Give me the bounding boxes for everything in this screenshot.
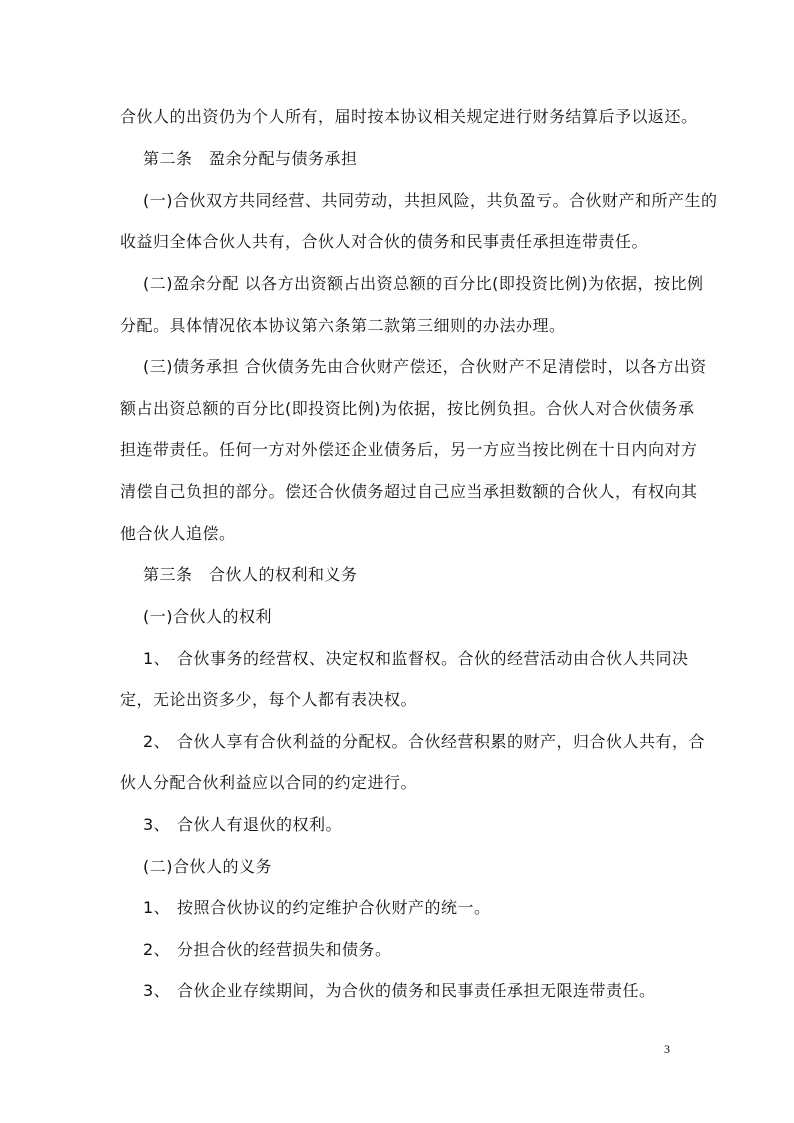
list-number: 3、 (143, 981, 171, 1000)
paragraph-line: (二)盈余分配 以各方出资额占出资总额的百分比(即投资比例)为依据，按比例 (143, 274, 704, 293)
list-number: 1、 (143, 898, 171, 917)
paragraph-line: 收益归全体合伙人共有，合伙人对合伙的债务和民事责任承担连带责任。 (120, 232, 649, 251)
list-item-text: 合伙人享有合伙利益的分配权。合伙经营积累的财产，归合伙人共有，合 (177, 732, 706, 751)
list-number: 2、 (143, 732, 171, 751)
list-item (143, 649, 689, 669)
list-item-text: 分担合伙的经营损失和债务。 (177, 940, 392, 959)
section-heading: 第三条 合伙人的权利和义务 (143, 565, 358, 584)
paragraph-line: (一)合伙双方共同经营、共同劳动，共担风险，共负盈亏。合伙财产和所产生的 (143, 191, 718, 210)
list-number: 1、 (143, 649, 171, 668)
paragraph-line: 定，无论出资多少，每个人都有表决权。 (120, 690, 418, 709)
list-item (143, 815, 342, 835)
list-item-text: 合伙事务的经营权、决定权和监督权。合伙的经营活动由合伙人共同决 (177, 649, 689, 668)
list-item-text: 按照合伙协议的约定维护合伙财产的统一。 (177, 898, 491, 917)
paragraph-line: 合伙人的出资仍为个人所有，届时按本协议相关规定进行财务结算后予以返还。 (120, 107, 698, 126)
list-number: 2、 (143, 940, 171, 959)
list-item (143, 981, 656, 1001)
list-item (143, 898, 491, 918)
subsection-heading: (一)合伙人的权利 (143, 607, 272, 626)
page-number: 3 (664, 1042, 670, 1056)
list-number: 3、 (143, 815, 171, 834)
list-item-text: 合伙企业存续期间，为合伙的债务和民事责任承担无限连带责任。 (177, 981, 656, 1000)
paragraph-line: 担连带责任。任何一方对外偿还企业债务后，另一方应当按比例在十日内向对方 (120, 440, 698, 459)
list-item (143, 940, 392, 960)
subsection-heading: (二)合伙人的义务 (143, 857, 272, 876)
paragraph-line: 他合伙人追偿。 (120, 524, 236, 543)
list-item-text: 合伙人有退伙的权利。 (177, 815, 343, 834)
list-item (143, 732, 705, 752)
paragraph-line: 清偿自己负担的部分。偿还合伙债务超过自己应当承担数额的合伙人，有权向其 (120, 482, 698, 501)
paragraph-line: 伙人分配合伙利益应以合同的约定进行。 (120, 773, 418, 792)
paragraph-line: 额占出资总额的百分比(即投资比例)为依据，按比例负担。合伙人对合伙债务承 (120, 399, 695, 418)
paragraph-line: 分配。具体情况依本协议第六条第二款第三细则的办法办理。 (120, 316, 566, 335)
paragraph-line: (三)债务承担 合伙债务先由合伙财产偿还，合伙财产不足清偿时，以各方出资 (143, 357, 707, 376)
section-heading: 第二条 盈余分配与债务承担 (143, 149, 358, 168)
